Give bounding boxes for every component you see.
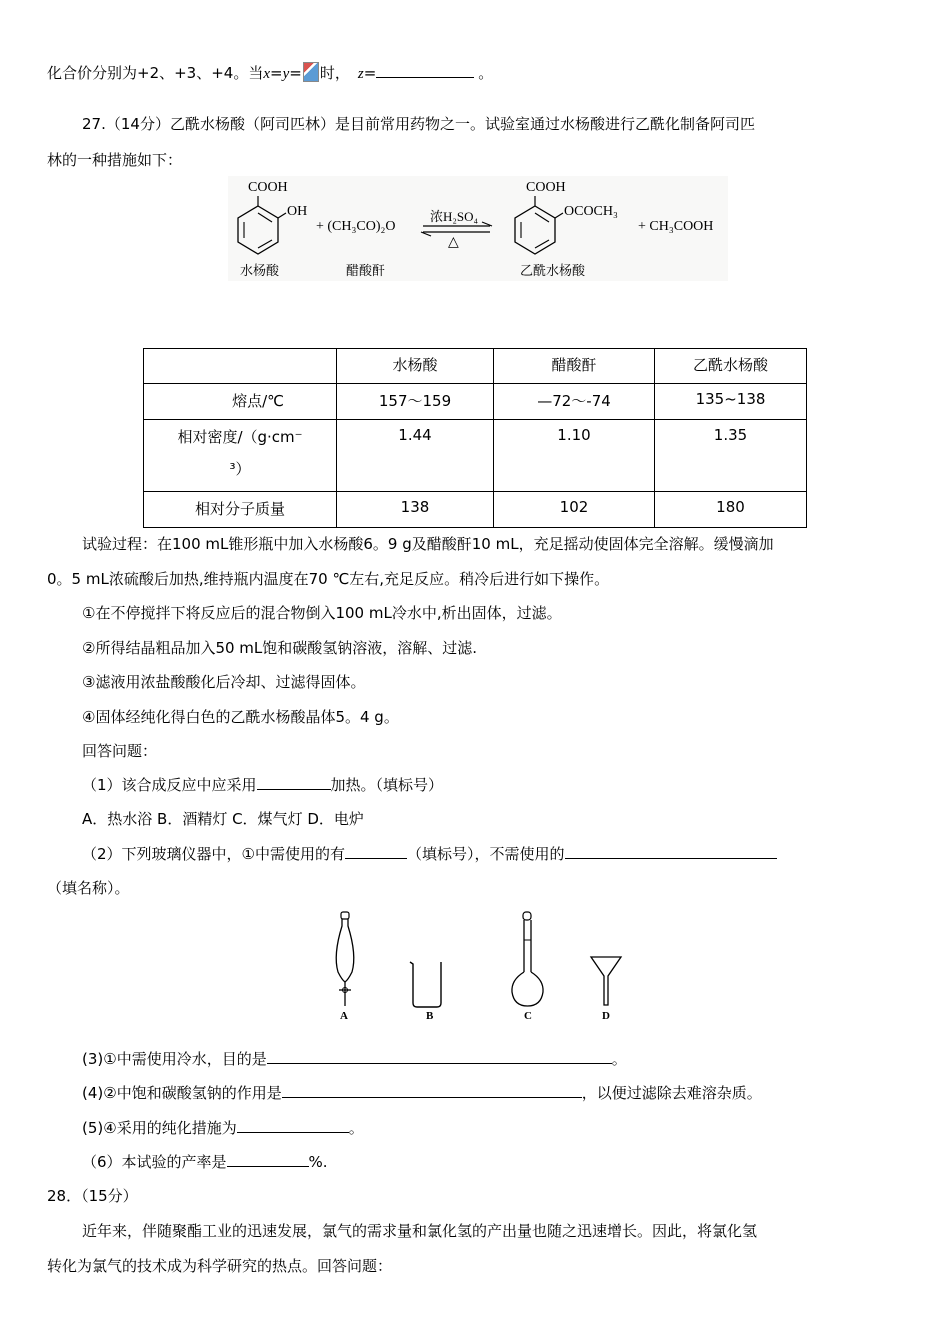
- q3-text: (3)①中需使用冷水，目的是: [82, 1050, 267, 1068]
- q2-continuation: （填名称）。: [47, 879, 130, 897]
- arrow-head: [421, 232, 431, 236]
- question-4: [82, 1082, 762, 1104]
- funnel-icon: [586, 910, 626, 1010]
- step-1: ①在不停搅拌下将反应后的混合物倒入100 mL冷水中,析出固体，过滤。: [82, 604, 562, 622]
- density-label-a: 相对密度/（g·cm⁻: [177, 428, 303, 446]
- label-d: D: [602, 1010, 610, 1022]
- label-c: C: [524, 1010, 532, 1022]
- q5-text: (5)④采用的纯化措施为: [82, 1119, 237, 1137]
- question-5: [82, 1117, 364, 1139]
- answer-blank[interactable]: [227, 1151, 309, 1167]
- q28-para-line2: 转化为氯气的技术成为科学研究的热点。回答问题：: [47, 1257, 393, 1275]
- double-bond: [258, 213, 272, 222]
- q27-intro-line1: 27.（14分）乙酰水杨酸（阿司匹林）是目前常用药物之一。试验室通过水杨酸进行乙酰化制备阿司匹: [82, 115, 755, 133]
- name-salicylic-acid: 水杨酸: [240, 264, 280, 279]
- name-aspirin: 乙酰水杨酸: [520, 264, 586, 279]
- table-cell: 熔点/℃: [144, 384, 337, 420]
- table-cell: —72～-74: [494, 384, 655, 420]
- var-z: z: [357, 66, 364, 82]
- bond: [278, 213, 286, 218]
- table-cell: 相对分子质量: [144, 492, 337, 528]
- q1-options: A．热水浴 B．酒精灯 C．煤气灯 D．电炉: [82, 810, 364, 828]
- beaker-icon: [407, 910, 447, 1010]
- text-prefix: 化合价分别为+2、+3、+4。当: [47, 64, 264, 82]
- ococh3-label: OCOCH₃: [564, 204, 618, 219]
- q1-text: （1）该合成反应中应采用: [82, 776, 257, 794]
- table-header: 醋酸酐: [494, 349, 655, 384]
- answer-blank[interactable]: [282, 1082, 582, 1098]
- question-3: [82, 1048, 627, 1070]
- eq-sign: =: [270, 64, 283, 82]
- byproduct-label: + CH₃COOH: [638, 219, 714, 234]
- step-2: ②所得结晶粗品加入50 mL饱和碳酸氢钠溶液，溶解、过滤.: [82, 639, 478, 657]
- var-x: x: [263, 66, 271, 82]
- q2-text-mid: （填标号），不需使用的: [407, 845, 565, 863]
- label-b: B: [426, 1010, 434, 1022]
- answer-blank[interactable]: [267, 1048, 612, 1064]
- answer-blank[interactable]: [565, 843, 777, 859]
- cooh-label: COOH: [526, 180, 566, 195]
- volumetric-flask-icon: [508, 910, 548, 1010]
- table-header: 水杨酸: [337, 349, 494, 384]
- table-row: [144, 384, 807, 420]
- table-cell: [144, 349, 337, 384]
- eq-sign: =: [363, 64, 377, 82]
- eq-sign: =: [289, 64, 302, 82]
- table-cell: 102: [494, 492, 655, 528]
- q4-text: (4)②中饱和碳酸氢钠的作用是: [82, 1084, 282, 1102]
- beaker: [407, 910, 447, 1022]
- table-header-row: [144, 349, 807, 384]
- var-y: y: [282, 66, 290, 82]
- q3-end: 。: [611, 1050, 627, 1068]
- separatory-funnel-icon: [325, 910, 365, 1010]
- table-cell: [144, 420, 337, 492]
- q5-end: 。: [348, 1119, 364, 1137]
- step-4: ④固体经纯化得白色的乙酰水杨酸晶体5。4 g。: [82, 708, 399, 726]
- double-bond: [535, 213, 549, 222]
- table-cell: 1.44: [337, 420, 494, 492]
- answer-blank[interactable]: [376, 62, 474, 78]
- density-label-b: ³）: [229, 460, 251, 478]
- label-a: A: [340, 1010, 348, 1022]
- q6-text: （6）本试验的产率是: [82, 1153, 227, 1171]
- funnel: [586, 910, 626, 1022]
- q28-para-line1: 近年来，伴随聚酯工业的迅速发展，氯气的需求量和氯化氢的产出量也随之迅速增长。因此，将氯化氢: [82, 1222, 758, 1240]
- question-2: [82, 843, 777, 865]
- properties-table: [143, 348, 807, 528]
- q6-end: %.: [308, 1153, 328, 1171]
- table-cell: 157～159: [337, 384, 494, 420]
- q27-intro-line2: 林的一种措施如下：: [47, 151, 183, 169]
- cooh-label: COOH: [248, 180, 288, 195]
- answer-blank[interactable]: [257, 774, 331, 790]
- table-cell: 135~138: [655, 384, 807, 420]
- procedure-line1: 试验过程：在100 mL锥形瓶中加入水杨酸6。9 g及醋酸酐10 mL，充足摇动使固体完全溶解。缓慢滴加: [82, 535, 774, 553]
- period: 。: [478, 64, 494, 82]
- table-cell: 180: [655, 492, 807, 528]
- question-1: [82, 774, 443, 796]
- heat-label: △: [448, 235, 459, 250]
- table-cell: 1.10: [494, 420, 655, 492]
- name-acetic-anhydride: 醋酸酐: [346, 264, 386, 279]
- catalyst-label: 浓H₂SO₄: [430, 209, 479, 224]
- q1-text-end: 加热。（填标号）: [330, 776, 444, 794]
- table-header: 乙酰水杨酸: [655, 349, 807, 384]
- answer-heading: 回答问题：: [82, 742, 158, 760]
- reaction-scheme: [228, 176, 728, 281]
- separatory-funnel: [325, 910, 365, 1022]
- broken-formula-icon: [303, 62, 319, 82]
- volumetric-flask: [508, 910, 548, 1022]
- q28-title: 28．（15分）: [47, 1187, 138, 1205]
- table-row: [144, 492, 807, 528]
- text-when: 时，: [319, 64, 350, 82]
- line-valence: [47, 62, 493, 85]
- step-3: ③滤液用浓盐酸酸化后冷却、过滤得固体。: [82, 673, 366, 691]
- table-row: [144, 420, 807, 492]
- table-cell: 138: [337, 492, 494, 528]
- answer-blank[interactable]: [345, 843, 407, 859]
- question-6: [82, 1151, 328, 1173]
- reagent-label: + (CH₃CO)₂O: [316, 219, 396, 234]
- bond: [555, 213, 563, 218]
- arrow-head: [482, 222, 492, 226]
- procedure-line2: 0。5 mL浓硫酸后加热,维持瓶内温度在70 ℃左右,充足反应。稍冷后进行如下操作。: [47, 570, 610, 588]
- q4-end: ，以便过滤除去难溶杂质。: [581, 1084, 762, 1102]
- q2-text: （2）下列玻璃仪器中，①中需使用的有: [82, 845, 345, 863]
- table-cell: 1.35: [655, 420, 807, 492]
- answer-blank[interactable]: [237, 1117, 349, 1133]
- oh-label: OH: [287, 204, 308, 219]
